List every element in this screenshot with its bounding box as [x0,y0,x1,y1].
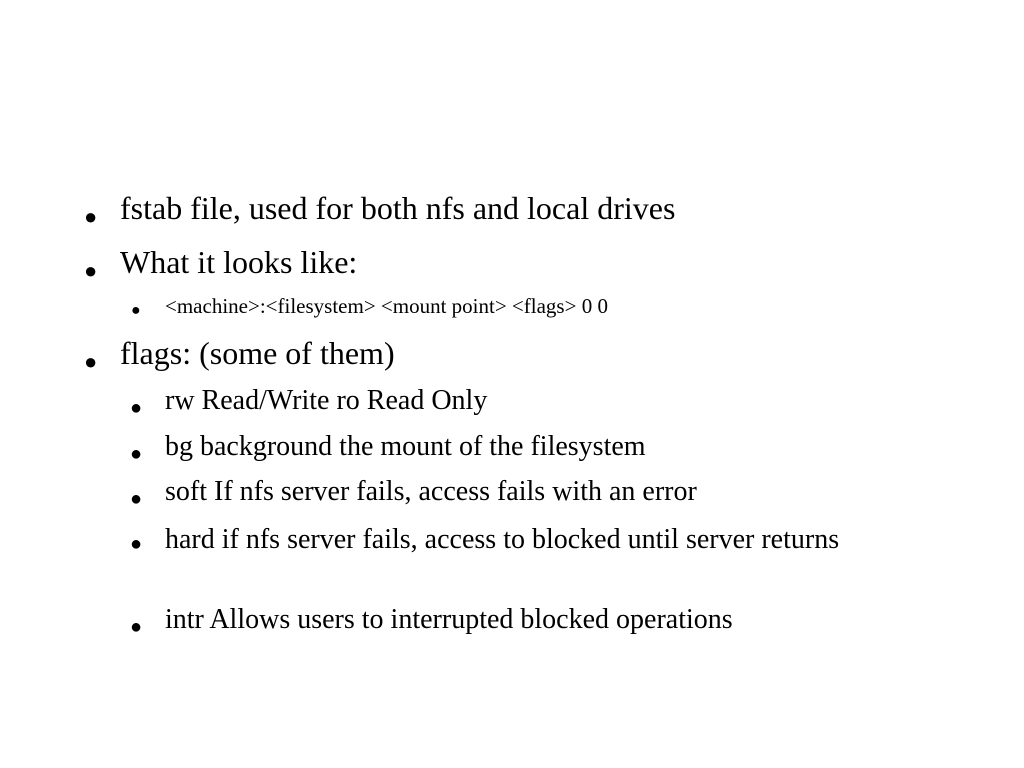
bullet-dot: ● [130,397,143,419]
bullet-text: <machine>:<filesystem> <mount point> <flags> 0 0 [165,294,608,318]
bullet-dot: ● [130,616,143,638]
bullet-text: rw Read/Write ro Read Only [165,385,488,416]
bullet-dot: ● [84,204,98,229]
bullet-dot: ● [130,533,143,555]
bullet-dot: ● [84,258,98,283]
bullet-dot: ● [84,349,98,374]
bullet-text: hard if nfs server fails, access to blocked until server returns [165,524,840,555]
bullet-text: fstab file, used for both nfs and local drives [120,190,676,226]
bullet-text: intr Allows users to interrupted blocked operations [165,604,733,635]
bullet-text: soft If nfs server fails, access fails with an error [165,476,697,507]
bullet-text: bg background the mount of the filesystem [165,431,646,462]
bullet-dot: ● [130,488,143,510]
bullet-text: flags: (some of them) [120,335,395,371]
bullet-text: What it looks like: [120,244,358,280]
bullet-dot: ● [130,443,143,465]
bullet-dot: ● [131,302,141,319]
